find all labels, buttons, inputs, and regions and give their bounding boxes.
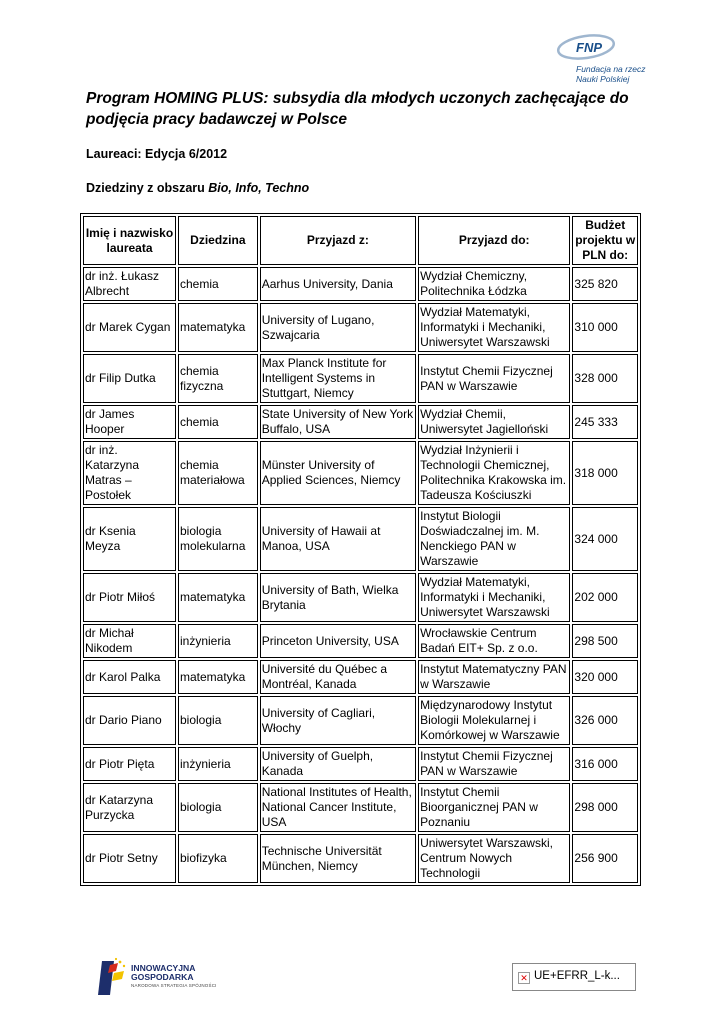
table-row (83, 660, 638, 694)
fields-list: Bio, Info, Techno (208, 181, 310, 195)
cell-field: biofizyka (178, 834, 258, 883)
cell-to: Wydział Chemii, Uniwersytet Jagielloński (418, 405, 570, 439)
cell-field: matematyka (178, 573, 258, 622)
cell-name: dr Filip Dutka (83, 354, 176, 403)
cell-from: Technische Universität München, Niemcy (260, 834, 416, 883)
cell-to: Instytut Chemii Fizycznej PAN w Warszawie (418, 354, 570, 403)
ig-line2: GOSPODARKA (131, 972, 194, 982)
cell-name: dr Dario Piano (83, 696, 176, 745)
table-row (83, 696, 638, 745)
fields-heading (86, 181, 309, 195)
cell-field: biologia molekularna (178, 507, 258, 571)
cell-budget: 310 000 (572, 303, 638, 352)
broken-image-icon: ✕ (518, 972, 530, 984)
table-row (83, 405, 638, 439)
cell-from: Université du Québec a Montréal, Kanada (260, 660, 416, 694)
cell-from: State University of New York Buffalo, USA (260, 405, 416, 439)
cell-from: University of Cagliari, Włochy (260, 696, 416, 745)
fnp-logo (548, 34, 658, 88)
cell-to: Wydział Chemiczny, Politechnika Łódzka (418, 267, 570, 301)
cell-to: Uniwersytet Warszawski, Centrum Nowych Technologii (418, 834, 570, 883)
fields-prefix: Dziedziny z obszaru (86, 181, 209, 195)
table-header-row (83, 216, 638, 265)
cell-name: dr inż. Katarzyna Matras – Postołek (83, 441, 176, 505)
table-row (83, 354, 638, 403)
cell-name: dr Piotr Miłoś (83, 573, 176, 622)
cell-name: dr Michał Nikodem (83, 624, 176, 658)
table-row (83, 783, 638, 832)
fnp-emblem-icon (556, 34, 622, 64)
cell-budget: 324 000 (572, 507, 638, 571)
fnp-subtitle (576, 64, 645, 84)
cell-from: University of Hawaii at Manoa, USA (260, 507, 416, 571)
cell-budget: 325 820 (572, 267, 638, 301)
cell-field: chemia (178, 405, 258, 439)
cell-from: Princeton University, USA (260, 624, 416, 658)
fnp-subtitle-line1: Fundacja na rzecz (576, 64, 646, 74)
cell-field: matematyka (178, 660, 258, 694)
table-row (83, 624, 638, 658)
cell-field: biologia (178, 696, 258, 745)
header-from: Przyjazd z: (260, 216, 416, 265)
cell-budget: 256 900 (572, 834, 638, 883)
broken-image-label: UE+EFRR_L-k... (534, 970, 620, 982)
cell-budget: 328 000 (572, 354, 638, 403)
table-row (83, 507, 638, 571)
laureates-table (80, 213, 641, 886)
cell-field: chemia (178, 267, 258, 301)
cell-to: Instytut Biologii Doświadczalnej im. M. Nenckiego PAN w Warszawie (418, 507, 570, 571)
cell-from: Max Planck Institute for Intelligent Systems in Stuttgart, Niemcy (260, 354, 416, 403)
table-row (83, 573, 638, 622)
innowacyjna-gospodarka-logo (96, 955, 228, 1001)
fnp-abbr: FNP (576, 40, 602, 55)
header-to: Przyjazd do: (418, 216, 570, 265)
table-row (83, 441, 638, 505)
cell-to: Wydział Matematyki, Informatyki i Mechaniki, Uniwersytet Warszawski (418, 573, 570, 622)
page-title: Program HOMING PLUS: subsydia dla młodych uczonych zachęcające do podjęcia pracy badawczej w Polsce (86, 90, 629, 128)
cell-budget: 245 333 (572, 405, 638, 439)
cell-budget: 202 000 (572, 573, 638, 622)
cell-field: inżynieria (178, 747, 258, 781)
ig-emblem-icon (96, 957, 128, 997)
cell-to: Instytut Matematyczny PAN w Warszawie (418, 660, 570, 694)
cell-field: biologia (178, 783, 258, 832)
edition-heading: Laureaci: Edycja 6/2012 (86, 147, 228, 161)
fnp-subtitle-line2: Nauki Polskiej (576, 74, 630, 84)
cell-name: dr Karol Palka (83, 660, 176, 694)
cell-name: dr Piotr Setny (83, 834, 176, 883)
table-row (83, 834, 638, 883)
cell-budget: 326 000 (572, 696, 638, 745)
cell-name: dr Ksenia Meyza (83, 507, 176, 571)
table-row (83, 747, 638, 781)
cell-from: Aarhus University, Dania (260, 267, 416, 301)
cell-name: dr Katarzyna Purzycka (83, 783, 176, 832)
cell-name: dr Marek Cygan (83, 303, 176, 352)
cell-field: inżynieria (178, 624, 258, 658)
cell-budget: 316 000 (572, 747, 638, 781)
cell-from: National Institutes of Health, National Cancer Institute, USA (260, 783, 416, 832)
cell-budget: 298 000 (572, 783, 638, 832)
cell-name: dr Piotr Pięta (83, 747, 176, 781)
cell-from: Münster University of Applied Sciences, Niemcy (260, 441, 416, 505)
header-budget: Budżet projektu w PLN do: (572, 216, 638, 265)
header-name: Imię i nazwisko laureata (83, 216, 176, 265)
header-field: Dziedzina (178, 216, 258, 265)
cell-budget: 298 500 (572, 624, 638, 658)
ig-tagline: NARODOWA STRATEGIA SPÓJNOŚCI (131, 983, 217, 988)
table-row (83, 267, 638, 301)
cell-from: University of Lugano, Szwajcaria (260, 303, 416, 352)
ig-line1: INNOWACYJNA (131, 963, 196, 973)
cell-from: University of Bath, Wielka Brytania (260, 573, 416, 622)
cell-to: Wydział Inżynierii i Technologii Chemicznej, Politechnika Krakowska im. Tadeusza Kościuszki (418, 441, 570, 505)
cell-to: Międzynarodowy Instytut Biologii Molekularnej i Komórkowej w Warszawie (418, 696, 570, 745)
cell-budget: 318 000 (572, 441, 638, 505)
cell-field: matematyka (178, 303, 258, 352)
cell-to: Wydział Matematyki, Informatyki i Mechaniki, Uniwersytet Warszawski (418, 303, 570, 352)
cell-name: dr inż. Łukasz Albrecht (83, 267, 176, 301)
cell-to: Instytut Chemii Fizycznej PAN w Warszawie (418, 747, 570, 781)
broken-image-placeholder (512, 963, 636, 991)
cell-to: Instytut Chemii Bioorganicznej PAN w Poznaniu (418, 783, 570, 832)
cell-budget: 320 000 (572, 660, 638, 694)
ig-name (131, 964, 195, 982)
cell-to: Wrocławskie Centrum Badań EIT+ Sp. z o.o. (418, 624, 570, 658)
cell-field: chemia materiałowa (178, 441, 258, 505)
table-row (83, 303, 638, 352)
cell-name: dr James Hooper (83, 405, 176, 439)
cell-from: University of Guelph, Kanada (260, 747, 416, 781)
cell-field: chemia fizyczna (178, 354, 258, 403)
